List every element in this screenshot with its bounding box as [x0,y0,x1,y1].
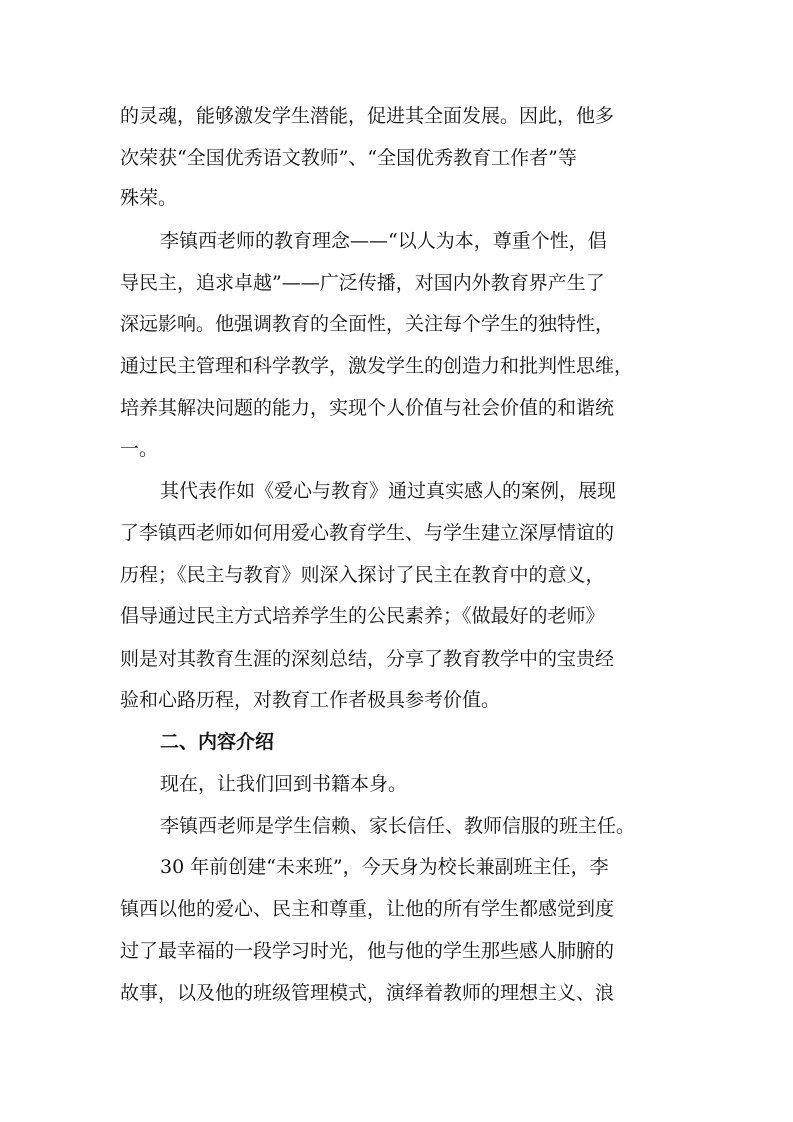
paragraph-6-line-1: 30 年前创建“未来班”，今天身为校长兼副班主任，李 [160,856,609,878]
paragraph-3-line-5: 则是对其教育生涯的深刻总结，分享了教育教学中的宝贵经 [120,648,615,670]
paragraph-2-line-5: 培养其解决问题的能力，实现个人价值与社会价值的和谐统 [120,397,615,419]
paragraph-3-line-4: 倡导通过民主方式培养学生的公民素养；《做最好的老师》 [120,605,605,627]
paragraph-2-line-2: 导民主，追求卓越”——广泛传播，对国内外教育界产生了 [120,272,605,294]
paragraph-3-line-6: 验和心路历程，对教育工作者极具参考价值。 [120,689,501,711]
paragraph-5-line-1: 李镇西老师是学生信赖、家长信任、教师信服的班主任。 [160,815,636,837]
paragraph-1-line-2: 次荣获“全国优秀语文教师”、“全国优秀教育工作者”等 [120,147,577,169]
section-heading: 二、内容介绍 [160,731,275,753]
paragraph-6-line-4: 故事，以及他的班级管理模式，演绎着教师的理想主义、浪 [120,982,615,1004]
paragraph-3-line-3: 历程；《民主与教育》则深入探讨了民主在教育中的意义， [120,564,605,586]
paragraph-3-line-1: 其代表作如《爱心与教育》通过真实感人的案例，展现 [160,480,617,502]
paragraph-2-line-6: 一。 [120,438,159,460]
paragraph-6-line-3: 过了最幸福的一段学习时光，他与他的学生那些感人肺腑的 [120,940,615,962]
paragraph-4-line-1: 现在，让我们回到书籍本身。 [160,773,408,795]
paragraph-2-line-1: 李镇西老师的教育理念——“以人为本，尊重个性，倡 [160,230,607,252]
paragraph-3-line-2: 了李镇西老师如何用爱心教育学生、与学生建立深厚情谊的 [120,522,615,544]
paragraph-1-line-3: 殊荣。 [120,187,178,209]
paragraph-6-line-2: 镇西以他的爱心、民主和尊重，让他的所有学生都感觉到度 [120,898,615,920]
paragraph-1-line-1: 的灵魂，能够激发学生潜能，促进其全面发展。因此，他多 [120,105,615,127]
paragraph-2-line-4: 通过民主管理和科学教学，激发学生的创造力和批判性思维， [120,355,634,377]
paragraph-2-line-3: 深远影响。他强调教育的全面性，关注每个学生的独特性， [120,313,615,335]
